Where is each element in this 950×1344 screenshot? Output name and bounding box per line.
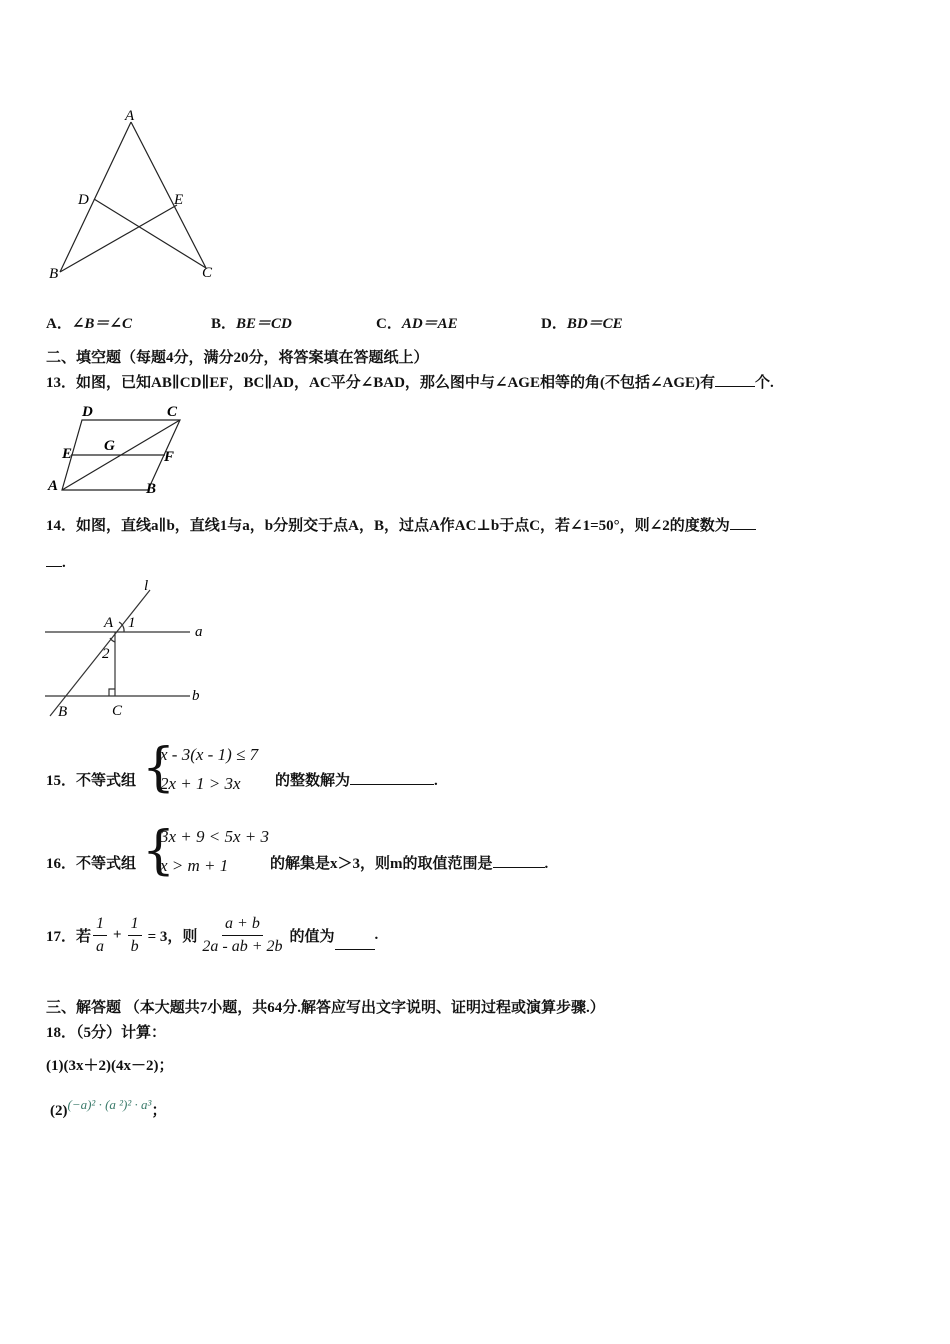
parallel-lines-figure [40, 576, 220, 726]
inequality-line-1: x - 3(x - 1) ≤ 7 [160, 745, 259, 764]
label-F: F [164, 449, 175, 465]
numerator: a + b [222, 915, 263, 936]
triangle-figure [40, 100, 230, 290]
brace: { [142, 821, 176, 881]
label-A: A [48, 478, 59, 494]
question-17-tail: . [374, 926, 379, 943]
label-B: B [58, 704, 68, 720]
question-16-tail: . [544, 856, 549, 872]
label-l: l [144, 578, 149, 594]
label-a: a [195, 624, 203, 640]
answer-blank[interactable] [730, 515, 756, 530]
question-17-suffix: 的值为 [289, 928, 335, 945]
question-17-prefix: 17．若 [46, 928, 92, 945]
question-15-suffix: 的整数解为 [275, 773, 351, 789]
denominator: 2a - ab + 2b [202, 937, 283, 955]
question-15-tail: . [434, 773, 438, 789]
question-18-part-2 [50, 1097, 166, 1120]
question-14-tail: . [62, 555, 66, 571]
inequality-line-2: 2x + 1 > 3x [160, 774, 241, 793]
answer-blank[interactable] [493, 853, 545, 868]
option-letter: D． [541, 316, 567, 332]
fraction-1-over-b [128, 915, 142, 956]
section-2-title: 二、填空题（每题4分，满分20分，将答案填在答题纸上） [46, 350, 429, 366]
option-d [541, 312, 623, 333]
question-13-tail: 个. [755, 375, 774, 391]
answer-blank[interactable] [335, 935, 375, 950]
label-B: B [49, 266, 59, 282]
option-text: AD＝AE [401, 316, 458, 332]
label-E: E [62, 446, 73, 462]
part-2-expression: (−a)² · (a ²)² · a³ [67, 1097, 152, 1112]
option-letter: B． [211, 316, 237, 332]
question-18-title: 18．（5分）计算： [46, 1025, 167, 1041]
denominator: a [96, 937, 105, 955]
inequality-line-1: 3x + 9 < 5x + 3 [160, 827, 270, 846]
label-1: 1 [128, 615, 136, 631]
label-D: D [82, 404, 93, 420]
label-G: G [104, 438, 115, 454]
option-c [376, 312, 458, 333]
label-2: 2 [102, 646, 110, 662]
question-14 [46, 514, 756, 535]
question-13-text: 13．如图，已知AB∥CD∥EF，BC∥AD，AC平分∠BAD，那么图中与∠AGE相等的角(不包括∠AGE)有 [46, 375, 716, 391]
part-2-label: (2) [50, 1103, 68, 1119]
question-16-answer [270, 852, 548, 873]
label-A: A [104, 615, 114, 631]
option-text: BE＝CD [236, 316, 292, 332]
option-letter: C． [376, 316, 402, 332]
label-B: B [146, 481, 157, 497]
question-18-part-1: (1)(3x＋2)(4x－2)； [46, 1058, 174, 1074]
label-A: A [125, 108, 135, 124]
question-17-mid: = 3，则 [147, 928, 198, 945]
label-C: C [112, 703, 123, 719]
inequality-line-2: x > m + 1 [160, 856, 229, 875]
option-b [211, 312, 292, 333]
question-14-line2 [46, 552, 66, 572]
brace: { [142, 738, 176, 798]
question-15-prefix: 15．不等式组 [46, 773, 137, 789]
part-2-tail: ； [151, 1103, 167, 1119]
question-16-suffix: 的解集是x＞3，则m的取值范围是 [270, 856, 493, 872]
option-text: BD＝CE [566, 316, 623, 332]
question-17 [46, 912, 378, 958]
answer-blank-cont[interactable] [46, 552, 62, 567]
fraction-1-over-a [93, 915, 107, 956]
label-D: D [78, 192, 89, 208]
label-b: b [192, 688, 200, 704]
plus-sign: + [113, 926, 122, 943]
question-14-text: 14．如图，直线a∥b，直线1与a，b分别交于点A，B，过点A作AC⊥b于点C，若∠1=50°，则∠2的度数为 [46, 518, 730, 534]
option-text: ∠B＝∠C [71, 316, 132, 332]
parallelogram-figure [44, 400, 194, 500]
section-3-title: 三、解答题 （本大题共7小题，共64分.解答应写出文字说明、证明过程或演算步骤.） [46, 1000, 605, 1016]
option-a [46, 312, 132, 333]
answer-blank[interactable] [715, 372, 755, 387]
fraction-target [199, 915, 285, 956]
option-letter: A． [46, 316, 72, 332]
numerator: 1 [128, 915, 142, 936]
denominator: b [130, 937, 139, 955]
question-13 [46, 371, 774, 392]
question-15-answer [275, 769, 438, 790]
answer-blank[interactable] [350, 770, 434, 785]
numerator: 1 [93, 915, 107, 936]
label-C: C [202, 265, 213, 281]
label-C: C [167, 404, 178, 420]
question-16-prefix: 16．不等式组 [46, 856, 137, 872]
label-E: E [174, 192, 184, 208]
